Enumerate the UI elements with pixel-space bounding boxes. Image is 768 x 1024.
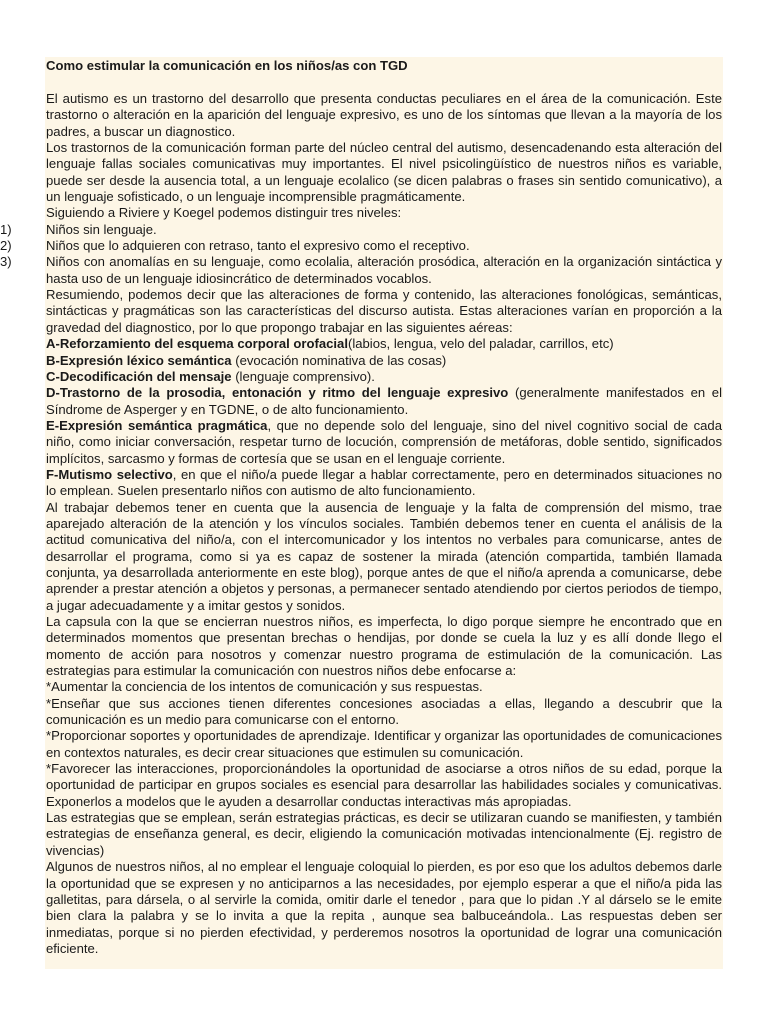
area-text: (evocación nominativa de las cosas): [231, 352, 447, 368]
area-heading: C-Decodificación del mensaje: [46, 368, 232, 384]
paragraph-capsula: La capsula con la que se encierran nuestros niños, es imperfecta, lo digo porque siempre he encontrado que en determinados momentos que presentan brechas o hendijas, por donde se cuela la luz y es allí donde llego el momento de acción para nosotros y comenzar nuestro programa de estimulación de la comunicación. Las estrategias para estimular la comunicación con nuestros niños debe enfocarse a:: [46, 614, 722, 679]
list-item: [0, 254, 722, 287]
list-text: Niños sin lenguaje.: [46, 221, 157, 237]
paragraph-trastornos: Los trastornos de la comunicación forman parte del núcleo central del autismo, desencadenando esta alteración del lenguaje fallas sociales comunicativas muy importantes. El nivel psicolingüístico de nuestros niños es variable, puede ser desde la ausencia total, a un lenguaje ecolalico (se dicen palabras o frases sin sentido comunicativo), a un lenguaje sofisticado, o un lenguaje incomprensible pragmáticamente.: [46, 140, 722, 205]
area-text: , en que el niño/a puede llegar a hablar correctamente, pero en determinados situaciones no lo emplean. Suelen presentarlo niños con autismo de alto funcionamiento.: [46, 466, 722, 499]
strategy-item: *Proporcionar soportes y oportunidades de aprendizaje. Identificar y organizar las oportunidades de comunicaciones en contextos naturales, es decir crear situaciones que estimulen su comunicación.: [46, 728, 722, 760]
area-heading: D-Trastorno de la prosodia, entonación y ritmo del lenguaje expresivo: [46, 385, 509, 401]
list-number: 2): [0, 238, 12, 254]
list-text: Niños con anomalías en su lenguaje, como ecolalia, alteración prosódica, alteración en la organización sintáctica y hasta uso de un lenguaje idiosincrático de determinados vocablos.: [46, 254, 722, 286]
area-text: (lenguaje comprensivo).: [231, 368, 375, 384]
document-title: Como estimular la comunicación en los niños/as con TGD: [46, 58, 408, 73]
paragraph-intro: El autismo es un trastorno del desarrollo que presenta conductas peculiares en el área de la comunicación. Este trastorno o alteración en la aparición del lenguaje expresivo, es uno de los síntomas que llevan a la mayoría de los padres, a buscar un diagnostico.: [46, 91, 722, 139]
area-heading: E-Expresión semántica pragmática: [46, 417, 268, 433]
strategy-item: *Aumentar la conciencia de los intentos de comunicación y sus respuestas.: [46, 679, 483, 695]
list-item: [0, 238, 722, 254]
strategy-item: *Enseñar que sus acciones tienen diferentes concesiones asociadas a ellas, llegando a descubrir que la comunicación es un medio para comunicarse con el entorno.: [46, 695, 722, 728]
area-text: (generalmente manifestados en el Síndrome de Asperger y en TGDNE, o de alto funcionamiento.: [46, 385, 722, 417]
area-item: [46, 369, 722, 385]
area-item: [46, 336, 722, 352]
list-item: [0, 221, 722, 238]
area-item: [46, 353, 722, 369]
list-text: Niños que lo adquieren con retraso, tanto el expresivo como el receptivo.: [46, 238, 470, 254]
paragraph-resumiendo: Resumiendo, podemos decir que las alteraciones de forma y contenido, las alteraciones fonológicas, semánticas, sintácticas y pragmáticas son las características del discurso autista. Estas alteraciones varían en proporción a la gravedad del diagnostico, por lo que propongo trabajar en las siguientes aéreas:: [46, 287, 722, 335]
paragraph-niveles: Siguiendo a Riviere y Koegel podemos distinguir tres niveles:: [46, 205, 402, 221]
document-body: [0, 91, 768, 957]
area-item: [46, 385, 722, 418]
strategy-item: *Favorecer las interacciones, proporcionándoles la oportunidad de asociarse a otros niños de su edad, porque la oportunidad de participar en grupos sociales es esencial para desarrollar las habilidades sociales y comunicativas. Exponerlos a modelos que le ayuden a desarrollar conductas interactivas más apropiadas.: [46, 761, 722, 809]
area-text: , que no depende solo del lenguaje, sino del nivel cognitivo social de cada niño, como iniciar conversación, respetar turno de locución, comprensión de metáforas, doble sentido, significados implícitos, sarcasmo y formas de cortesía que se usan en el lenguaje corriente.: [46, 417, 722, 466]
area-item: [46, 467, 722, 500]
paragraph-trabajar: Al trabajar debemos tener en cuenta que la ausencia de lenguaje y la falta de comprensión del mismo, trae aparejado alteración de la atención y los vínculos sociales. También debemos tener en cuenta el análisis de la actitud comunicativa del niño/a, con el intercomunicador y los intentos no verbales para comunicarse, antes de desarrollar el programa, como si ya es capaz de sostener la mirada (atención compartida, también llamada conjunta, ya desarrollada anteriormente en este blog), porque antes de que el niño/a aprenda a comunicarse, debe aprender a prestar atención a objetos y personas, a permanecer sentado atendiendo por ciertos periodos de tiempo, a jugar adecuadamente y a imitar gestos y sonidos.: [46, 499, 722, 613]
area-text: (labios, lengua, velo del paladar, carrillos, etc): [347, 336, 614, 352]
list-number: 1): [0, 221, 12, 237]
list-number: 3): [0, 254, 12, 270]
area-item: [46, 418, 722, 467]
area-heading: B-Expresión léxico semántica: [46, 352, 232, 368]
area-heading: A-Reforzamiento del esquema corporal orofacial: [46, 336, 348, 352]
paragraph-estrategias: Las estrategias que se emplean, serán estrategias prácticas, es decir se utilizaran cuando se manifiesten, y también estrategias de enseñanza general, es decir, eligiendo la comunicación motivadas intencionalmente (Ej. registro de vivencias): [46, 810, 722, 858]
area-heading: F-Mutismo selectivo: [46, 466, 173, 482]
paragraph-conclusion: Algunos de nuestros niños, al no emplear el lenguaje coloquial lo pierden, es por eso que los adultos debemos darle la oportunidad que se expresen y no anticiparnos a las necesidades, por ejemplo esperar a que el niño/a pida las galletitas, para dársela, o al servirle la comida, omitir darle el tenedor , para que lo pidan .Y al dárselo se le emite bien clara la palabra y se lo invita a que la repita , aunque sea balbuceándola.. Las respuestas deben ser inmediatas, porque si no pierden efectividad, y perderemos nosotros la oportunidad de lograr una comunicación eficiente.: [46, 859, 722, 956]
